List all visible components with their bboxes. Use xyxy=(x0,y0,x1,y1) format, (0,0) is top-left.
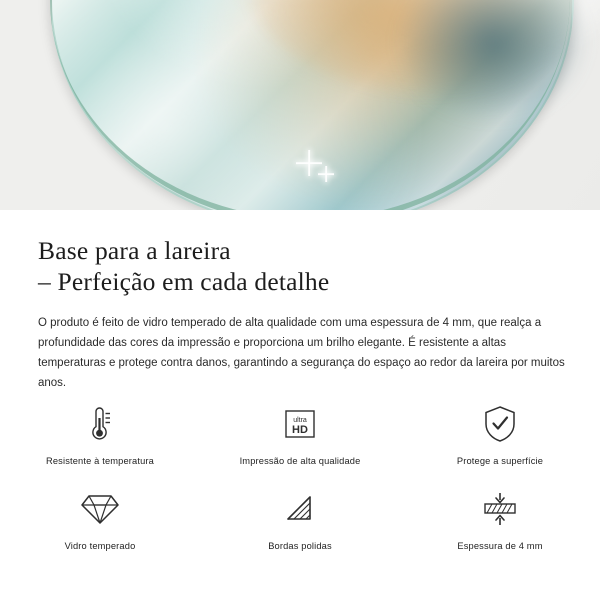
ultra-hd-icon xyxy=(276,401,324,447)
thickness-arrows-icon xyxy=(476,486,524,532)
thermometer-icon xyxy=(76,401,124,447)
shield-check-icon xyxy=(476,401,524,447)
feature-label: Protege a superfície xyxy=(456,456,544,466)
feature-label: Espessura de 4 mm xyxy=(457,541,543,551)
page-title xyxy=(38,235,562,297)
text-content xyxy=(0,210,600,393)
polished-edges-icon xyxy=(276,486,324,532)
feature-label: Vidro temperado xyxy=(64,541,136,551)
diamond-icon xyxy=(76,486,124,532)
feature-item-polished-edges xyxy=(200,480,400,551)
svg-text:ultra: ultra xyxy=(293,417,307,424)
headline-line-1: Base para a lareira xyxy=(38,236,231,265)
feature-label: Impressão de alta qualidade xyxy=(239,456,361,466)
feature-grid xyxy=(0,395,600,551)
description-paragraph: O produto é feito de vidro temperado de alta qualidade com uma espessura de 4 mm, que realça a profundidade das cores da impressão e proporciona um brilho elegante. É resistente a altas temperaturas e protege contra danos, garantindo a segurança do espaço ao redor da lareira por muitos anos. xyxy=(38,317,565,389)
feature-item-print-quality xyxy=(200,395,400,466)
feature-item-tempered-glass xyxy=(0,480,200,551)
headline-line-2: – Perfeição em cada detalhe xyxy=(38,267,330,296)
feature-item-surface-protection xyxy=(400,395,600,466)
feature-label: Resistente à temperatura xyxy=(46,456,154,466)
feature-item-temperature xyxy=(0,395,200,466)
feature-item-thickness xyxy=(400,480,600,551)
feature-label: Bordas polidas xyxy=(268,541,332,551)
svg-text:HD: HD xyxy=(292,424,308,436)
hero-image xyxy=(0,0,600,210)
